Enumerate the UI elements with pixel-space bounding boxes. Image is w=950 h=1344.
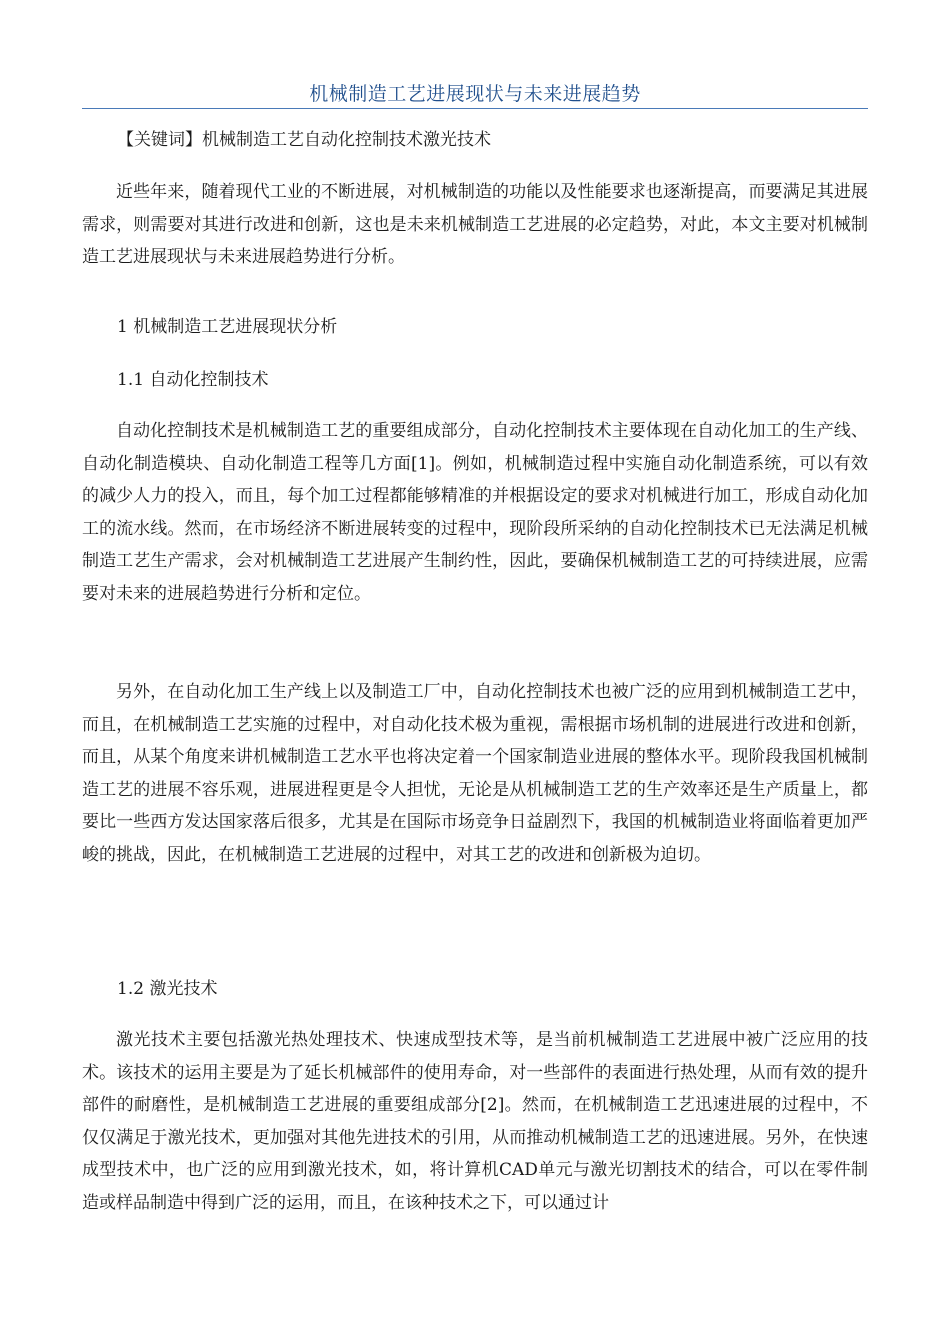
section-1-1-paragraph-2: 另外，在自动化加工生产线上以及制造工厂中，自动化控制技术也被广泛的应用到机械制造工艺中，而且，在机械制造工艺实施的过程中，对自动化技术极为重视，需根据市场机制的进展进行改进和创新，而且，从某个角度来讲机械制造工艺水平也将决定着一个国家制造业进展的整体水平。现阶段我国机械制造工艺的进展不容乐观，进展进程更是令人担忧，无论是从机械制造工艺的生产效率还是生产质量上，都要比一些西方发达国家落后很多，尤其是在国际市场竞争日益剧烈下，我国的机械制造业将面临着更加严峻的挑战，因此，在机械制造工艺进展的过程中，对其工艺的改进和创新极为迫切。 <box>82 682 868 865</box>
section-1-2-paragraph-1: 激光技术主要包括激光热处理技术、快速成型技术等，是当前机械制造工艺进展中被广泛应用的技术。该技术的运用主要是为了延长机械部件的使用寿命，对一些部件的表面进行热处理，从而有效的提升部件的耐磨性，是机械制造工艺进展的重要组成部分[2]。然而，在机械制造工艺迅速进展的过程中，不仅仅满足于激光技术，更加强对其他先进技术的引用，从而推动机械制造工艺的迅速进展。另外，在快速成型技术中，也广泛的应用到激光技术，如，将计算机CAD单元与激光切割技术的结合，可以在零件制造或样品制造中得到广泛的运用，而且，在该种技术之下，可以通过计 <box>82 1030 868 1213</box>
title-underline <box>82 108 868 109</box>
section-1-2-heading: 1.2 激光技术 <box>117 979 218 999</box>
section-1-1-heading: 1.1 自动化控制技术 <box>117 370 269 390</box>
section-1-1-paragraph-1: 自动化控制技术是机械制造工艺的重要组成部分，自动化控制技术主要体现在自动化加工的生产线、自动化制造模块、自动化制造工程等几方面[1]。例如，机械制造过程中实施自动化制造系统，可以有效的减少人力的投入，而且，每个加工过程都能够精准的并根据设定的要求对机械进行加工，形成自动化加工的流水线。然而，在市场经济不断进展转变的过程中，现阶段所采纳的自动化控制技术已无法满足机械制造工艺生产需求，会对机械制造工艺进展产生制约性，因此，要确保机械制造工艺的可持续进展，应需要对未来的进展趋势进行分析和定位。 <box>82 421 868 604</box>
keywords-line: 【关键词】机械制造工艺自动化控制技术激光技术 <box>117 130 491 150</box>
intro-paragraph: 近些年来，随着现代工业的不断进展，对机械制造的功能以及性能要求也逐渐提高，而要满足其进展需求，则需要对其进行改进和创新，这也是未来机械制造工艺进展的必定趋势，对此，本文主要对机械制造工艺进展现状与未来进展趋势进行分析。 <box>82 182 868 267</box>
document-title: 机械制造工艺进展现状与未来进展趋势 <box>309 83 641 105</box>
section-1-heading: 1 机械制造工艺进展现状分析 <box>117 317 338 337</box>
